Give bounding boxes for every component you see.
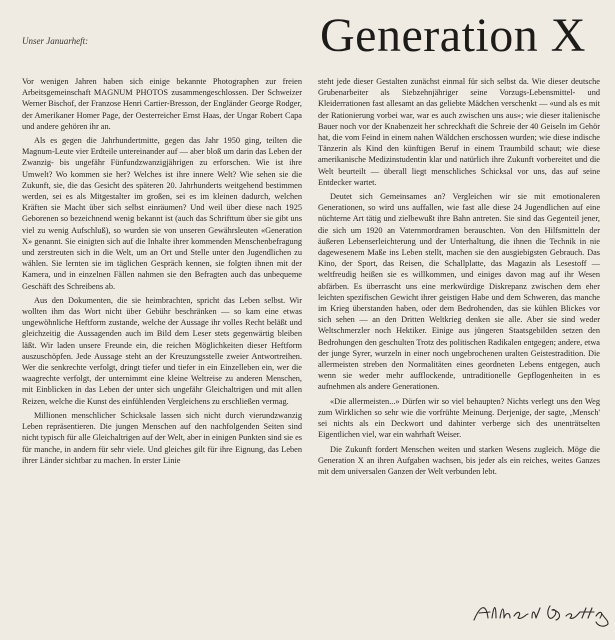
paragraph: Als es gegen die Jahrhundertmitte, gegen das Jahr 1950 ging, teilten die Magnum-Leute vier Erdteile untereinander auf — aber bloß um darin das Leben der Zwanzig- bis ungefähr Fünfundzwanzigjährigen zu erforschen. Wie ist ihre Umwelt? Wo kommen sie her? Welches ist ihre innere Welt? Wie sehen sie die Zukunft, sie, die das Gesicht des späteren 20. Jahrhunderts weitgehend bestimmen werden, sei es als Mitgestalter im großen, sei es im kleinen dadurch, welchen Kräften sie Macht über sich selbst einräumen? Und weil über diese nach 1925 Geborenen so bezeichnend wenig bekannt ist (auch das Schrifttum über sie gibt uns viel zu wenig Aufschluß), so wurden sie von unseren Gewährsleuten «Generation X» genannt. Sie einigten sich auf die Inhalte ihrer kommenden Menschenbefragung und zerstreuten sich in die Welt, um an Ort und Stelle unter den Jugendlichen zu wählen. Sie lernten sie im täglichen Gespräch kennen, sie folgten ihnen mit der Kamera, und in einzelnen Fällen nahmen sie den Befragten auch das unbequeme Geschäft des Schreibens ab.: [22, 136, 302, 291]
paragraph: «Die allermeisten...» Dürfen wir so viel behaupten? Nichts verlegt uns den Weg zum Wirklichen so sehr wie die vorfrühte Meinung. Derjenige, der sagte, ‚Mensch' sei nichts als ein Deckwort und dahinter verberge sich des unenträtselten Eigentlichen viel, war ein wahrhaft Weiser.: [318, 396, 600, 440]
author-signature: [470, 598, 610, 628]
page-title: Generation X: [320, 9, 586, 62]
right-column: [318, 76, 600, 576]
left-column: [22, 76, 302, 616]
paragraph: Deutet sich Gemeinsames an? Vergleichen wir sie mit emotionaleren Generationen, so wird uns auffallen, wie fast alle diese 24 Jugendlichen auf eine nüchterne Art tätig und zielbewußt ihre Bahn antreten. Sie sind das Gegenteil jener, die sich um 1920 an Vaternmordramen berauschten. Von den Hilfsmitteln der äußeren Lebenserleichterung und der Unterhaltung, die ihnen die Technik in nie dagewesenem Maße ins Leben stellt, machen sie den ausgiebigsten Gebrauch. Das Kino, der Sport, das Reisen, die Schallplatte, das Magazin als Lesestoff — weltfreudig heißen sie es willkommen, und einiges davon mag auf ihr Wesen abfärben. Es überrascht uns eine merkwürdige Diskrepanz zwischen dem eher leichten spezifischen Gewicht ihrer geistigen Habe und dem Schweren, das manche im Krieg überstanden haben, oder dem Bedrohenden, das sie kühlen Blickes vor sich sehen — an den Dritten Weltkrieg denken sie alle. Aber sie sind weder Weltschmerzler noch Hektiker. Einige aus jüngeren Staatsgebilden setzen den Bedrohungen den geschulten Trotz des politischen Radikalen entgegen; andere, etwa der junge Syrer, wurzeln in einer noch ungebrochenen uralten Geistestradition. Die allermeisten streben den Normalitäten eines geordneten Lebens entgegen, auch wenn sie weder mehr aufflockende, untraditionelle Gepflogenheiten in es aufnehmen als andere Generationen.: [318, 192, 600, 392]
paragraph: steht jede dieser Gestalten zunächst einmal für sich selbst da. Wie dieser deutsche Grubenarbeiter als Siebzehnjähriger seine Vorzugs-Lebensmittel- und Kleiderrationen fast allesamt an das geliebte Mädchen verschenkt — «und als es mit der Rationierung vorbei war, war es auch zwischen uns aus»; wie dieser italienische Bauer noch vor der Knabenzeit her schreckhaft die Schreie der 40 Geiseln im Gehör hat, die vom Feind in einem nahen Wäldchen erschossen wurden; wie diese indische Tänzerin als Kind den künftigen Beruf in einem Traumbild schaut; wie diese amerikanische Medizinstudentin klar und natürlich ihre Zukunft vorbereitet und die Welt beurteilt — überall liegt menschliches Schicksal vor uns, das auf seine Entdecker wartet.: [318, 77, 600, 187]
paragraph: Aus den Dokumenten, die sie heimbrachten, spricht das Leben selbst. Wir wollten ihm das Wort nicht über Gebühr beschränken — so kam eine etwas ungewöhnliche Heftform zustande, welche der Aussage ihr volles Recht beläßt und gleichzeitig die Aussagenden auch im Bild dem Leser stets gegenwärtig bleiben läßt. Wir laden unsere Freunde ein, die reichen Möglichkeiten dieser Heftform auszuschöpfen. Jede Aussage steht an der Kreuzungsstelle zweier Antwortreihen. Wer die senkrechte verfolgt, dringt tiefer und tiefer in ein Einzelleben ein, wer die waagrechte verfolgt, der unternimmt eine kleine Weltreise zu anderen Menschen, mit Einblicken in das Leben der unter sich ungefähr Gleichaltrigen und mit allen Reizen, welche die Kunst des einfühlenden Vergleichens zu erschließen vermag.: [22, 295, 302, 406]
paragraph: Vor wenigen Jahren haben sich einige bekannte Photographen zur freien Arbeitsgemeinschaft MAGNUM PHOTOS zusammengeschlossen. Der Schweizer Werner Bischof, der Franzose Henri Cartier-Bresson, der Engländer George Rodger, der Amerikaner Homer Page, der Oesterreicher Ernst Haas, der Ungar Robert Capa und andere gehören ihr an.: [22, 77, 302, 131]
paragraph: Die Zukunft fordert Menschen weiten und starken Wesens zugleich. Möge die Generation X an ihren Aufgaben wachsen, bis jeder als ein reiches, weites Ganzes mit dem universalen Ganzen der Welt verbunden lebt.: [318, 444, 600, 476]
paragraph: Millionen menschlicher Schicksale lassen sich nicht durch vierundzwanzig Leben repräsentieren. Die jungen Menschen auf den nachfolgenden Seiten sind nicht typisch für alle Gleichaltrigen auf der Welt, aber in einigen Punkten sind sie es für manche, in andern für sehr viele. Und gleiches gilt für ihre Eignung, das Leben ihrer Länder sichtbar zu machen. In erster Linie: [22, 410, 302, 465]
issue-eyebrow: Unser Januarheft:: [22, 36, 89, 46]
